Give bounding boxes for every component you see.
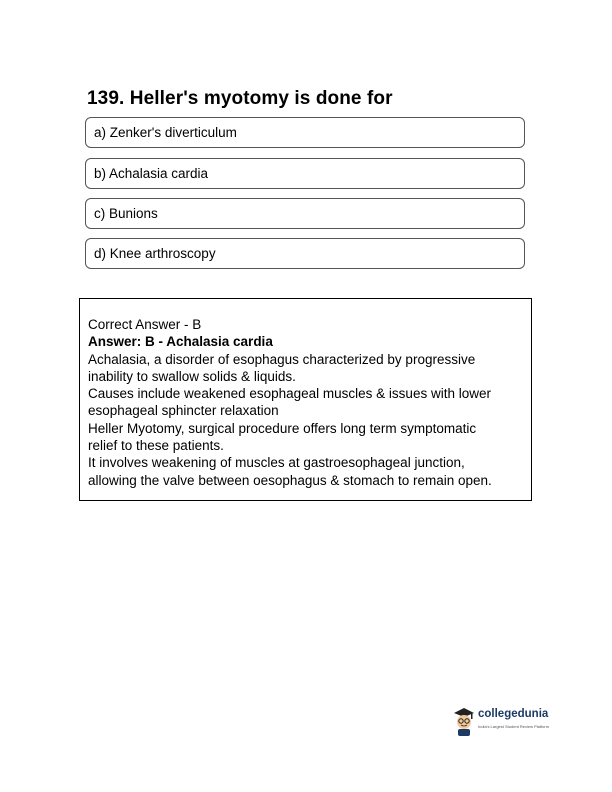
- logo-tagline: India's Largest Student Review Platform: [478, 724, 550, 729]
- explanation-line: Achalasia, a disorder of esophagus characterized by progressive: [88, 351, 476, 367]
- explanation-line: esophageal sphincter relaxation: [88, 403, 279, 419]
- answer-heading: Answer: B - Achalasia cardia: [88, 334, 273, 350]
- option-d[interactable]: [85, 238, 525, 269]
- explanation-line: Causes include weakened esophageal muscles & issues with lower: [88, 386, 491, 402]
- collegedunia-logo: [452, 704, 562, 738]
- question-text: Heller's myotomy is done for: [129, 88, 393, 109]
- option-c[interactable]: [85, 198, 525, 229]
- explanation-line: inability to swallow solids & liquids.: [88, 368, 296, 384]
- graduate-mascot-icon: [452, 706, 476, 736]
- correct-answer-line: Correct Answer - B: [88, 317, 202, 332]
- logo-name: collegedunia: [478, 708, 549, 720]
- option-a[interactable]: [85, 117, 525, 148]
- explanation-line: It involves weakening of muscles at gastroesophageal junction,: [88, 455, 465, 471]
- explanation-line: relief to these patients.: [88, 438, 224, 454]
- option-label: b) Achalasia cardia: [94, 166, 209, 181]
- explanation-line: allowing the valve between oesophagus & stomach to remain open.: [88, 472, 492, 488]
- option-label: c) Bunions: [94, 206, 158, 221]
- question-number: 139.: [87, 88, 125, 109]
- option-label: d) Knee arthroscopy: [94, 246, 216, 261]
- question-title: [87, 88, 393, 110]
- answer-explanation-box: [79, 298, 532, 501]
- option-label: a) Zenker's diverticulum: [94, 125, 237, 140]
- option-b[interactable]: [85, 158, 525, 189]
- explanation-line: Heller Myotomy, surgical procedure offers long term symptomatic: [88, 420, 477, 436]
